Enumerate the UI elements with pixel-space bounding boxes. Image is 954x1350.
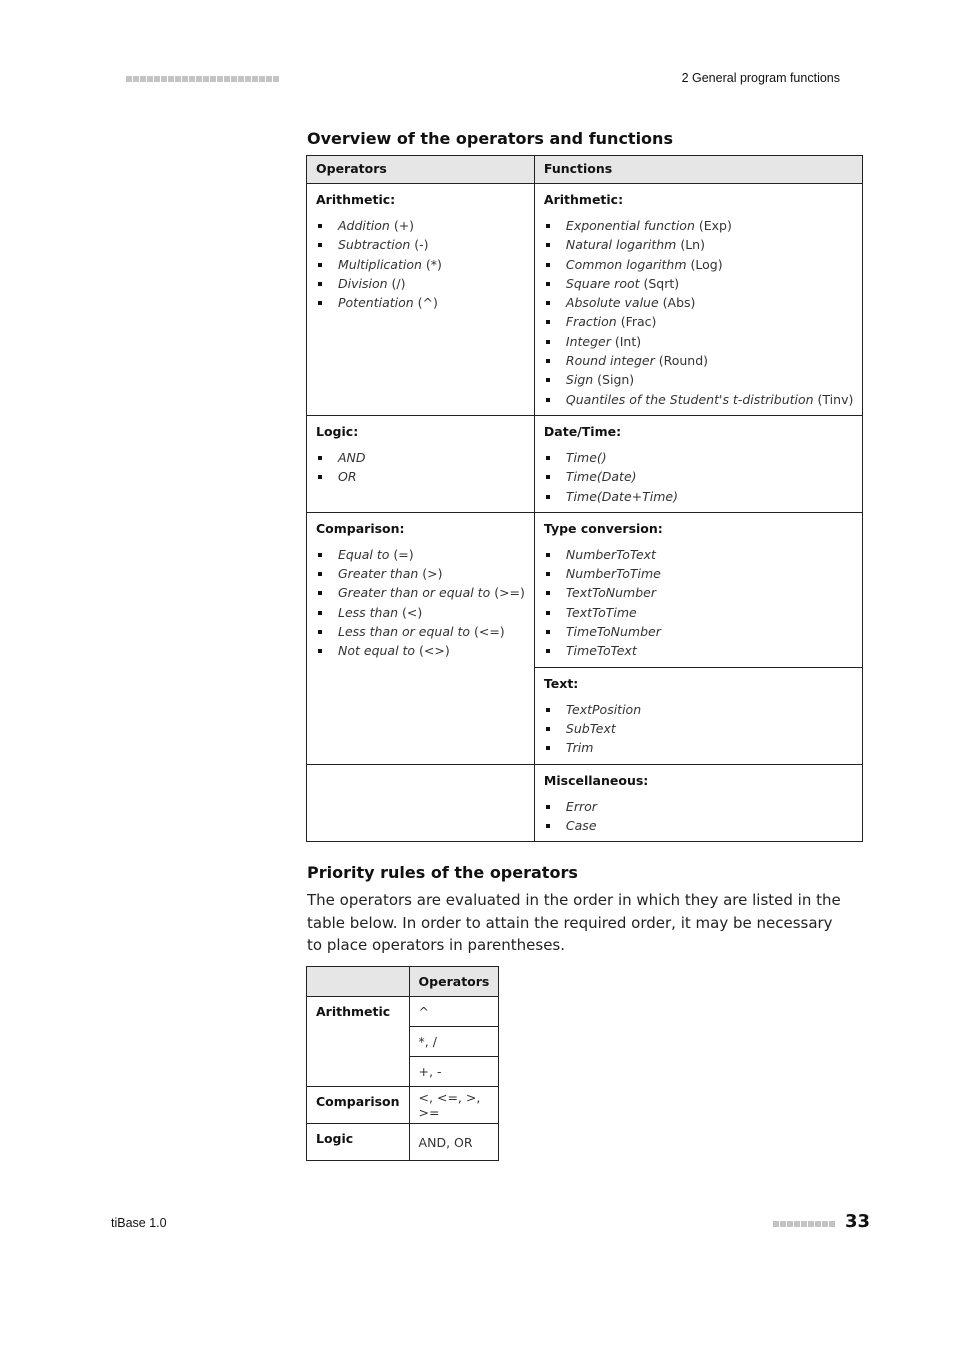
list-item	[544, 255, 853, 274]
list-item	[544, 351, 853, 370]
list-item	[544, 816, 853, 835]
product-name: tiBase 1.0	[111, 1216, 167, 1230]
list-item	[316, 255, 525, 274]
category-title: Text:	[543, 675, 579, 691]
item-symbol: (>)	[418, 566, 443, 582]
list-item	[544, 641, 853, 660]
item-symbol: (<=)	[470, 624, 505, 640]
item-name: Absolute value	[565, 295, 659, 311]
item-name: Not equal to	[338, 643, 416, 659]
item-name: Fraction	[565, 314, 617, 330]
item-list	[544, 216, 853, 409]
priority-heading: Priority rules of the operators	[307, 863, 578, 882]
item-list	[316, 216, 525, 312]
item-list	[544, 448, 853, 506]
cell	[534, 184, 862, 416]
table-row	[307, 184, 863, 416]
category-title: Arithmetic:	[316, 192, 396, 207]
item-name: AND	[338, 449, 366, 465]
list-item	[544, 216, 853, 235]
operator-value: +, -	[409, 1057, 499, 1087]
list-item	[544, 370, 853, 389]
cell	[534, 415, 862, 512]
row-label-arithmetic: Arithmetic	[307, 997, 410, 1087]
table-row	[307, 967, 499, 997]
item-symbol: (+)	[389, 218, 415, 233]
row-label-comparison: Comparison	[307, 1087, 410, 1124]
item-name: Integer	[565, 333, 611, 349]
list-item	[316, 622, 525, 641]
cell	[307, 512, 535, 764]
item-name: Case	[565, 817, 597, 833]
overview-heading: Overview of the operators and functions	[307, 129, 673, 148]
operator-value: AND, OR	[409, 1124, 499, 1161]
list-item	[544, 545, 853, 564]
list-item	[544, 700, 853, 719]
item-list	[316, 545, 525, 661]
list-item	[544, 467, 853, 486]
item-symbol: (Tinv)	[813, 391, 854, 407]
cell	[534, 512, 862, 667]
cell	[307, 415, 535, 512]
list-item	[544, 312, 853, 331]
column-header-operators: Operators	[409, 967, 499, 997]
item-symbol: (>=)	[490, 585, 525, 601]
list-item	[544, 719, 853, 738]
item-list	[316, 448, 525, 487]
item-symbol: (<)	[398, 604, 423, 620]
item-name: Subtraction	[338, 237, 411, 253]
list-item	[316, 274, 525, 293]
item-symbol: (<>)	[415, 643, 450, 659]
list-item	[544, 332, 853, 351]
item-symbol: (Sqrt)	[639, 275, 680, 291]
item-list	[544, 545, 853, 661]
item-name: Equal to	[338, 546, 390, 562]
category-title: Logic:	[316, 423, 359, 439]
list-item	[544, 622, 853, 641]
item-name: Greater than	[338, 566, 419, 582]
item-symbol: (-)	[410, 237, 429, 253]
item-name: NumberToText	[565, 546, 656, 562]
list-item	[316, 467, 525, 486]
priority-intro-paragraph: The operators are evaluated in the order in which they are listed in the table below. In order to attain the required order, it may be necessary to place operators in parentheses.	[307, 891, 841, 954]
category-title: Comparison:	[316, 520, 405, 536]
operator-value: *, /	[409, 1027, 499, 1057]
list-item	[544, 487, 853, 506]
item-symbol: (Abs)	[658, 295, 696, 311]
item-name: Time(Date)	[565, 469, 637, 485]
item-symbol: (^)	[413, 295, 438, 311]
cell	[307, 764, 535, 842]
item-symbol: (Log)	[686, 256, 723, 272]
list-item	[544, 390, 853, 409]
item-name: Error	[565, 798, 597, 814]
table-row	[307, 1124, 499, 1161]
item-name: Addition	[338, 218, 390, 233]
list-item	[544, 448, 853, 467]
item-name: Natural logarithm	[565, 237, 677, 253]
table-row	[307, 764, 863, 842]
priority-table	[306, 966, 499, 1161]
category-title: Miscellaneous:	[543, 772, 649, 788]
item-symbol: (Int)	[610, 333, 642, 349]
list-item	[316, 448, 525, 467]
item-name: Less than	[338, 604, 399, 620]
item-symbol: (Sign)	[593, 372, 635, 388]
list-item	[316, 603, 525, 622]
list-item	[316, 564, 525, 583]
item-name: Multiplication	[338, 256, 422, 272]
item-name: TextToTime	[565, 604, 637, 620]
list-item	[316, 583, 525, 602]
list-item	[544, 293, 853, 312]
list-item	[316, 293, 525, 312]
item-name: Greater than or equal to	[338, 585, 491, 601]
cell	[307, 184, 535, 416]
column-header-operators: Operators	[307, 156, 535, 184]
item-name: Division	[338, 275, 388, 291]
cell	[534, 764, 862, 842]
table-row	[307, 415, 863, 512]
item-name: NumberToTime	[565, 566, 661, 582]
list-item	[316, 641, 525, 660]
item-name: Round integer	[565, 353, 655, 369]
item-name: TextToNumber	[565, 585, 656, 601]
item-name: TextPosition	[565, 701, 642, 717]
list-item	[544, 235, 853, 254]
item-name: Trim	[565, 740, 594, 756]
item-name: Sign	[565, 372, 594, 388]
item-list	[544, 797, 853, 836]
list-item	[544, 738, 853, 757]
list-item	[544, 603, 853, 622]
category-title: Arithmetic:	[543, 192, 624, 207]
item-name: Less than or equal to	[338, 624, 470, 640]
item-symbol: (/)	[387, 275, 406, 291]
item-name: Quantiles of the Student's t-distribution	[565, 391, 814, 407]
header-decoration	[126, 76, 279, 82]
list-item	[316, 216, 525, 235]
column-header-functions: Functions	[534, 156, 862, 184]
item-name: Time()	[565, 449, 607, 465]
item-name: Potentiation	[338, 295, 414, 311]
list-item	[544, 274, 853, 293]
list-item	[316, 545, 525, 564]
category-title: Type conversion:	[543, 520, 663, 536]
operators-functions-table	[306, 155, 863, 842]
table-row	[307, 512, 863, 667]
cell	[534, 667, 862, 764]
row-label-logic: Logic	[307, 1124, 410, 1161]
item-name: SubText	[565, 720, 616, 736]
item-symbol: (*)	[421, 256, 442, 272]
item-name: Common logarithm	[565, 256, 687, 272]
item-symbol: (Round)	[654, 353, 709, 369]
item-list	[544, 700, 853, 758]
table-row	[307, 997, 499, 1027]
page-number: 33	[845, 1211, 871, 1232]
item-name: OR	[338, 469, 357, 485]
item-name: Exponential function	[565, 218, 695, 233]
operator-value: <, <=, >, >=	[409, 1087, 499, 1124]
list-item	[544, 797, 853, 816]
category-title: Date/Time:	[543, 423, 622, 439]
item-name: Time(Date+Time)	[565, 488, 678, 504]
item-symbol: (=)	[389, 546, 414, 562]
item-name: TimeToText	[565, 643, 637, 659]
chapter-title: 2 General program functions	[681, 71, 840, 85]
footer-decoration	[773, 1221, 835, 1227]
list-item	[544, 583, 853, 602]
item-name: TimeToNumber	[565, 624, 661, 640]
item-symbol: (Frac)	[616, 314, 657, 330]
list-item	[544, 564, 853, 583]
item-name: Square root	[565, 275, 640, 291]
item-symbol: (Exp)	[694, 218, 732, 233]
list-item	[316, 235, 525, 254]
operator-value: ^	[409, 997, 499, 1027]
table-row	[307, 1087, 499, 1124]
item-symbol: (Ln)	[676, 237, 705, 253]
empty-header-cell	[307, 967, 410, 997]
